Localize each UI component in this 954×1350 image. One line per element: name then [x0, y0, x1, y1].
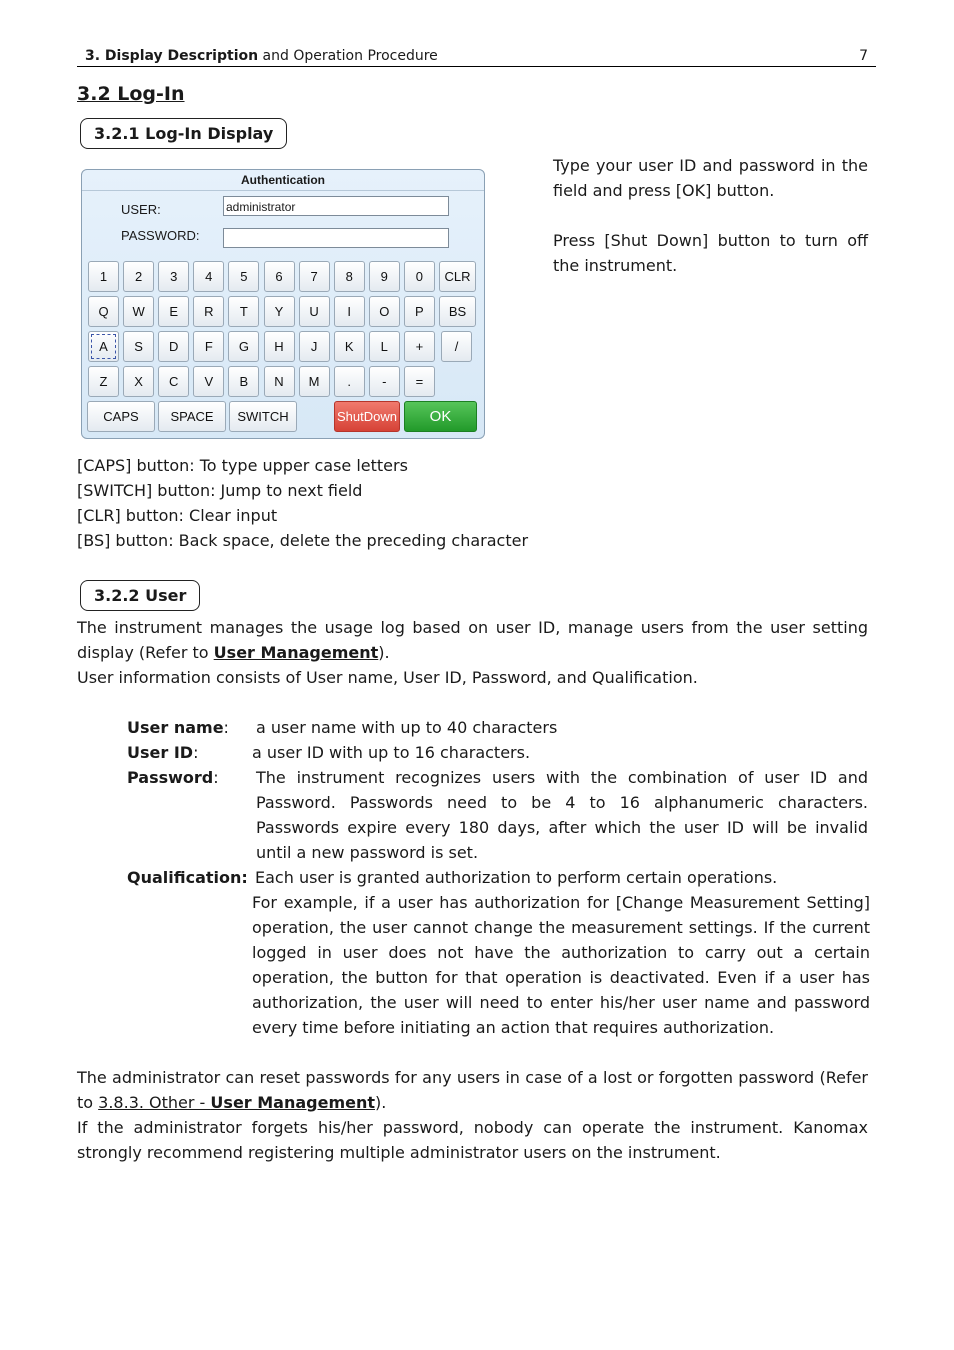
- user-label: USER:: [121, 202, 161, 217]
- caps-key[interactable]: CAPS: [87, 401, 155, 432]
- key-1-8[interactable]: O: [369, 296, 400, 327]
- key-3-9[interactable]: =: [404, 366, 435, 397]
- key-3-8[interactable]: -: [369, 366, 400, 397]
- section-title: 3.2 Log-In: [77, 83, 185, 105]
- key-3-3[interactable]: V: [193, 366, 224, 397]
- user-management-link[interactable]: User Management: [213, 643, 379, 662]
- note-bs: [BS] button: Back space, delete the preceding character: [77, 531, 529, 550]
- note-switch: [SWITCH] button: Jump to next field: [77, 481, 363, 500]
- subsection-heading-user: 3.2.2 User: [80, 580, 200, 611]
- user-id-definition: a user ID with up to 16 characters.: [252, 743, 531, 762]
- key-2-5[interactable]: H: [264, 331, 295, 362]
- key-2-9[interactable]: +: [404, 331, 435, 362]
- key-0-1[interactable]: 2: [123, 261, 154, 292]
- page-number: 7: [859, 48, 868, 64]
- user-intro-paragraph: The instrument manages the usage log based on user ID, manage users from the user setting display (Refer to User Management).: [77, 618, 868, 662]
- authentication-dialog: [81, 169, 485, 439]
- key-0-5[interactable]: 6: [264, 261, 295, 292]
- key-1-0[interactable]: Q: [88, 296, 119, 327]
- key-0-2[interactable]: 3: [158, 261, 189, 292]
- password-def-label: Password:: [127, 768, 219, 787]
- key-0-10[interactable]: CLR: [439, 261, 476, 292]
- key-0-9[interactable]: 0: [404, 261, 435, 292]
- key-2-0[interactable]: A: [88, 331, 119, 362]
- key-1-1[interactable]: W: [123, 296, 154, 327]
- key-3-4[interactable]: B: [228, 366, 259, 397]
- key-2-1[interactable]: S: [123, 331, 154, 362]
- password-input[interactable]: [223, 228, 449, 248]
- user-name-definition: a user name with up to 40 characters: [256, 718, 558, 737]
- qualification-label: Qualification:: [127, 868, 248, 887]
- admin-reset-paragraph: The administrator can reset passwords for any users in case of a lost or forgotten password (Refer to 3.8.3. Other - User Management).: [77, 1068, 868, 1112]
- shutdown-button[interactable]: ShutDown: [334, 401, 400, 432]
- key-0-4[interactable]: 5: [228, 261, 259, 292]
- note-clr: [CLR] button: Clear input: [77, 506, 278, 525]
- key-3-0[interactable]: Z: [88, 366, 119, 397]
- key-1-6[interactable]: U: [299, 296, 330, 327]
- key-0-3[interactable]: 4: [193, 261, 224, 292]
- key-2-6[interactable]: J: [299, 331, 330, 362]
- ok-button[interactable]: OK: [404, 401, 477, 432]
- key-0-0[interactable]: 1: [88, 261, 119, 292]
- password-label: PASSWORD:: [121, 228, 200, 243]
- space-key[interactable]: SPACE: [158, 401, 226, 432]
- user-input[interactable]: administrator: [223, 196, 449, 216]
- switch-key[interactable]: SWITCH: [229, 401, 297, 432]
- instruction-login: Type your user ID and password in the field and press [OK] button.: [553, 156, 868, 200]
- key-3-1[interactable]: X: [123, 366, 154, 397]
- qualification-example: For example, if a user has authorization for [Change Measurement Setting] operation, the user cannot change the measurement settings. If the current logged in user does not have the authorization to carry out a certain operation, the button for that operation is deactivated. Even if a user has authorization, the user will need to enter his/her user name and password every time before initiating an action that requires authorization.: [252, 893, 870, 1037]
- password-definition: The instrument recognizes users with the combination of user ID and Password. Passwords need to be 4 to 16 alphanumeric characters. Passwords expire every 180 days, after which the user ID will be invalid until a new password is set.: [256, 768, 868, 862]
- admin-warning-paragraph: If the administrator forgets his/her password, nobody can operate the instrument. Kanomax strongly recommend registering multiple administrator users on the instrument.: [77, 1118, 868, 1162]
- key-0-7[interactable]: 8: [334, 261, 365, 292]
- subsection-heading-log-in-display: 3.2.1 Log-In Display: [80, 118, 287, 149]
- key-2-7[interactable]: K: [334, 331, 365, 362]
- key-0-6[interactable]: 7: [299, 261, 330, 292]
- key-1-9[interactable]: P: [404, 296, 435, 327]
- user-name-label: User name:: [127, 718, 229, 737]
- key-2-2[interactable]: D: [158, 331, 189, 362]
- key-1-10[interactable]: BS: [439, 296, 476, 327]
- user-id-label: User ID:: [127, 743, 199, 762]
- key-2-3[interactable]: F: [193, 331, 224, 362]
- instruction-shutdown: Press [Shut Down] button to turn off the instrument.: [553, 231, 868, 275]
- key-3-5[interactable]: N: [264, 366, 295, 397]
- key-1-3[interactable]: R: [193, 296, 224, 327]
- dialog-title: Authentication: [82, 170, 484, 191]
- key-1-7[interactable]: I: [334, 296, 365, 327]
- key-3-6[interactable]: M: [299, 366, 330, 397]
- key-3-2[interactable]: C: [158, 366, 189, 397]
- key-1-4[interactable]: T: [228, 296, 259, 327]
- key-2-10[interactable]: /: [441, 331, 472, 362]
- page-header: [77, 46, 876, 67]
- key-3-7[interactable]: .: [334, 366, 365, 397]
- other-user-management-link[interactable]: 3.8.3. Other - User Management: [98, 1093, 376, 1112]
- key-0-8[interactable]: 9: [369, 261, 400, 292]
- key-2-4[interactable]: G: [228, 331, 259, 362]
- key-1-5[interactable]: Y: [264, 296, 295, 327]
- note-caps: [CAPS] button: To type upper case letters: [77, 456, 408, 475]
- qualification-definition: Each user is granted authorization to perform certain operations.: [255, 868, 778, 887]
- header-section: 3. Display Description and Operation Procedure: [85, 48, 438, 64]
- key-2-8[interactable]: L: [369, 331, 400, 362]
- key-1-2[interactable]: E: [158, 296, 189, 327]
- user-info-paragraph: User information consists of User name, User ID, Password, and Qualification.: [77, 668, 698, 687]
